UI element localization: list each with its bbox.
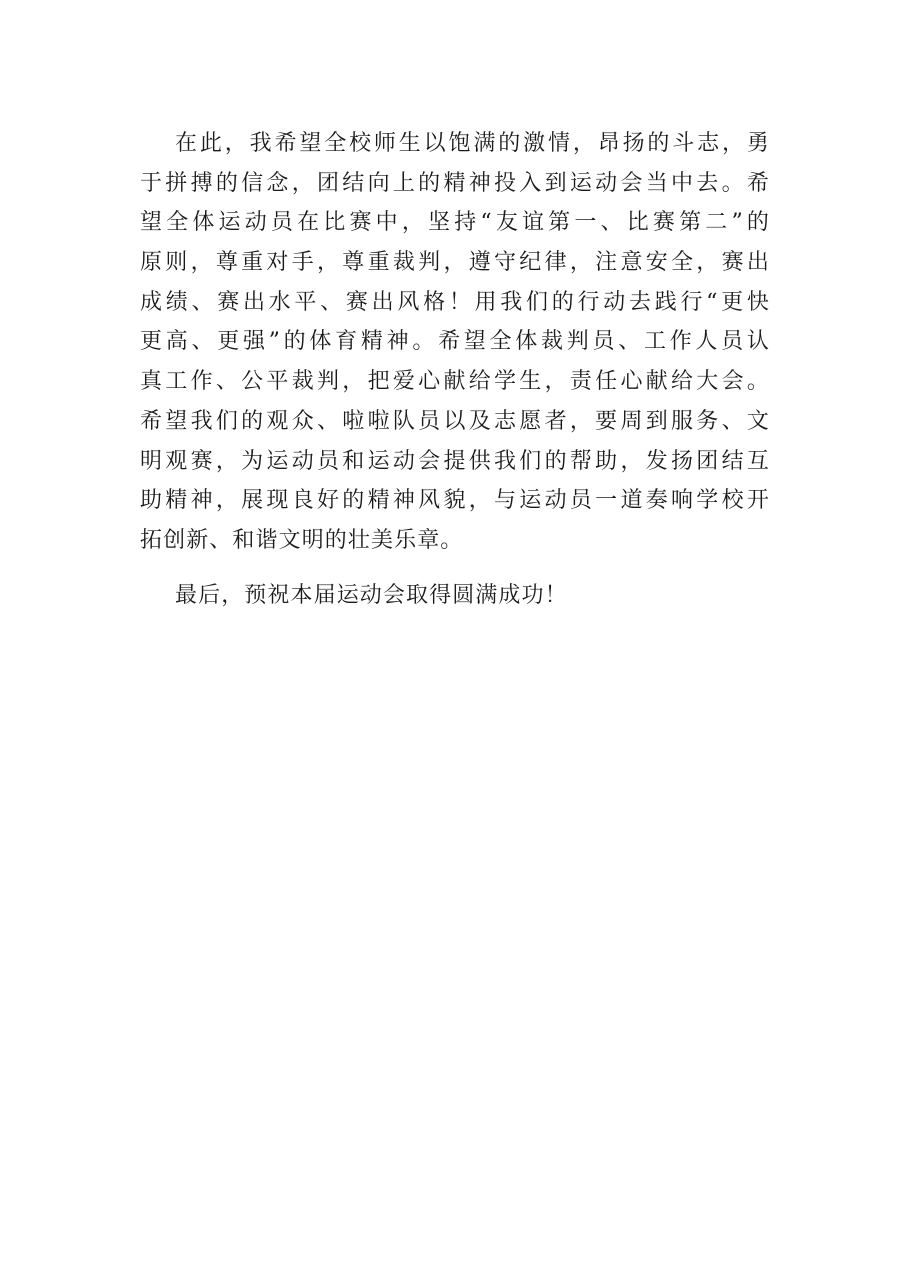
paragraph-line: 拓创新、和谐文明的壮美乐章。 bbox=[140, 527, 464, 553]
paragraph-line: 于拼搏的信念，团结向上的精神投入到运动会当中去。希 bbox=[140, 170, 770, 196]
paragraph-line: 助精神，展现良好的精神风貌，与运动员一道奏响学校开 bbox=[140, 488, 770, 514]
paragraph-line: 望全体运动员在比赛中，坚持“友谊第一、比赛第二”的 bbox=[140, 210, 770, 236]
paragraph-line: 明观赛，为运动员和运动会提供我们的帮助，发扬团结互 bbox=[140, 448, 770, 474]
paragraph-line: 希望我们的观众、啦啦队员以及志愿者，要周到服务、文 bbox=[140, 408, 770, 434]
paragraph-wishes bbox=[140, 124, 770, 561]
paragraph-spacer bbox=[140, 561, 770, 576]
paragraph-line: 更高、更强”的体育精神。希望全体裁判员、工作人员认 bbox=[140, 329, 770, 355]
paragraph-line: 原则，尊重对手，尊重裁判，遵守纪律，注意安全，赛出 bbox=[140, 250, 770, 276]
paragraph-closing bbox=[140, 576, 770, 616]
paragraph-line: 在此，我希望全校师生以饱满的激情，昂扬的斗志，勇 bbox=[175, 131, 770, 156]
document-body bbox=[140, 124, 770, 615]
closing-line: 最后，预祝本届运动会取得圆满成功！ bbox=[175, 582, 568, 608]
paragraph-line: 真工作、公平裁判，把爱心献给学生，责任心献给大会。 bbox=[140, 369, 770, 395]
paragraph-line: 成绩、赛出水平、赛出风格！用我们的行动去践行“更快 bbox=[140, 289, 770, 315]
